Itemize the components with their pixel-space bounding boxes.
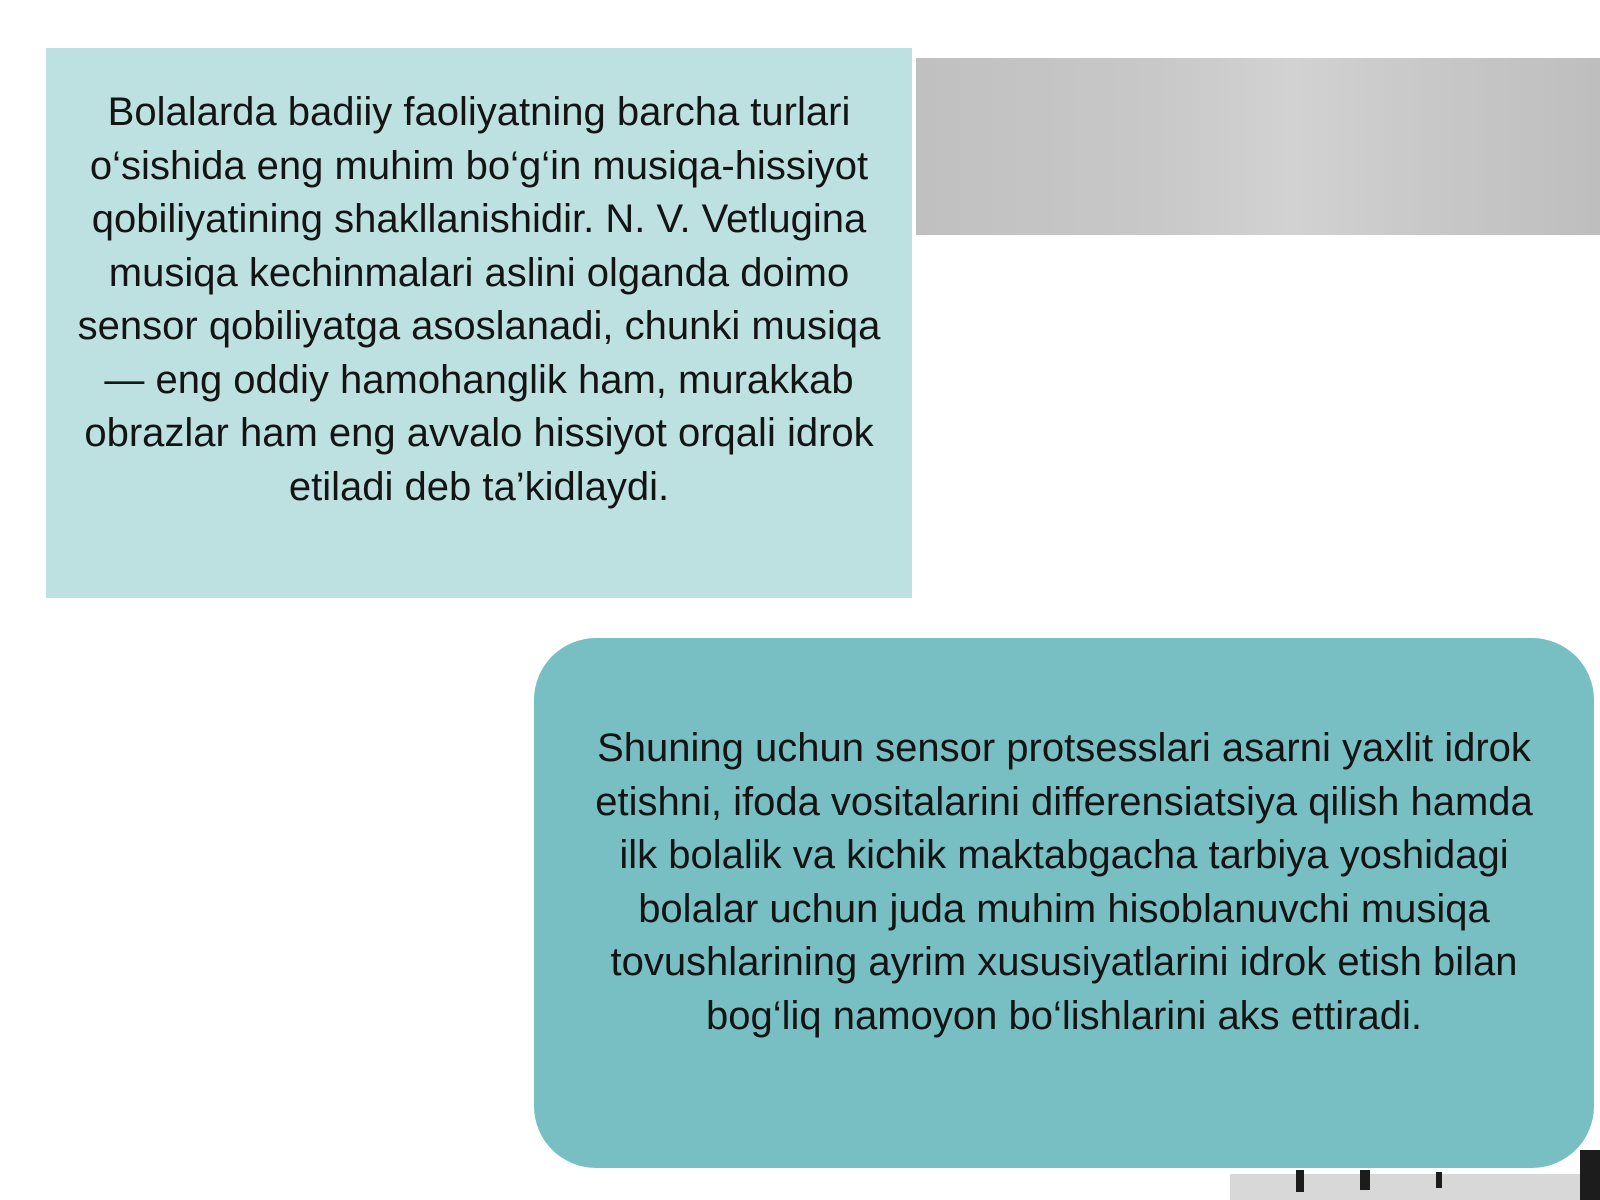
top-text-box	[46, 48, 912, 598]
photo-figure-body	[1580, 1150, 1600, 1200]
photo-figure-leg	[1436, 1172, 1442, 1188]
photo-figure-leg	[1296, 1170, 1304, 1192]
top-paragraph: Bolalarda badiiy faoliyatning barcha turlari o‘sishida eng muhim bo‘g‘in musiqa-hissiyot qobiliyatining shakllanishidir. N. V. Vetlugina musiqa kechinmalari aslini olganda doimo sensor qobiliyatga asoslanadi, chunki musiqa — eng oddiy hamohanglik ham, murakkab obrazlar ham eng avvalo hissiyot orqali idrok etiladi deb ta’kidlaydi.	[77, 90, 881, 509]
bottom-text-box	[534, 638, 1594, 1168]
grey-decorative-bar	[916, 58, 1600, 235]
photo-figure-leg	[1360, 1170, 1370, 1190]
photo-floor-strip	[1230, 1174, 1600, 1200]
bottom-paragraph: Shuning uchun sensor protsesslari asarni yaxlit idrok etishni, ifoda vositalarini differensiatsiya qilish hamda ilk bolalik va kichik maktabgacha tarbiya yoshidagi bolalar uchun juda muhim hisoblanuvchi musiqa tovushlarining ayrim xususiyatlarini idrok etish bilan bog‘liq namoyon bo‘lishlarini aks ettiradi.	[595, 726, 1533, 1038]
